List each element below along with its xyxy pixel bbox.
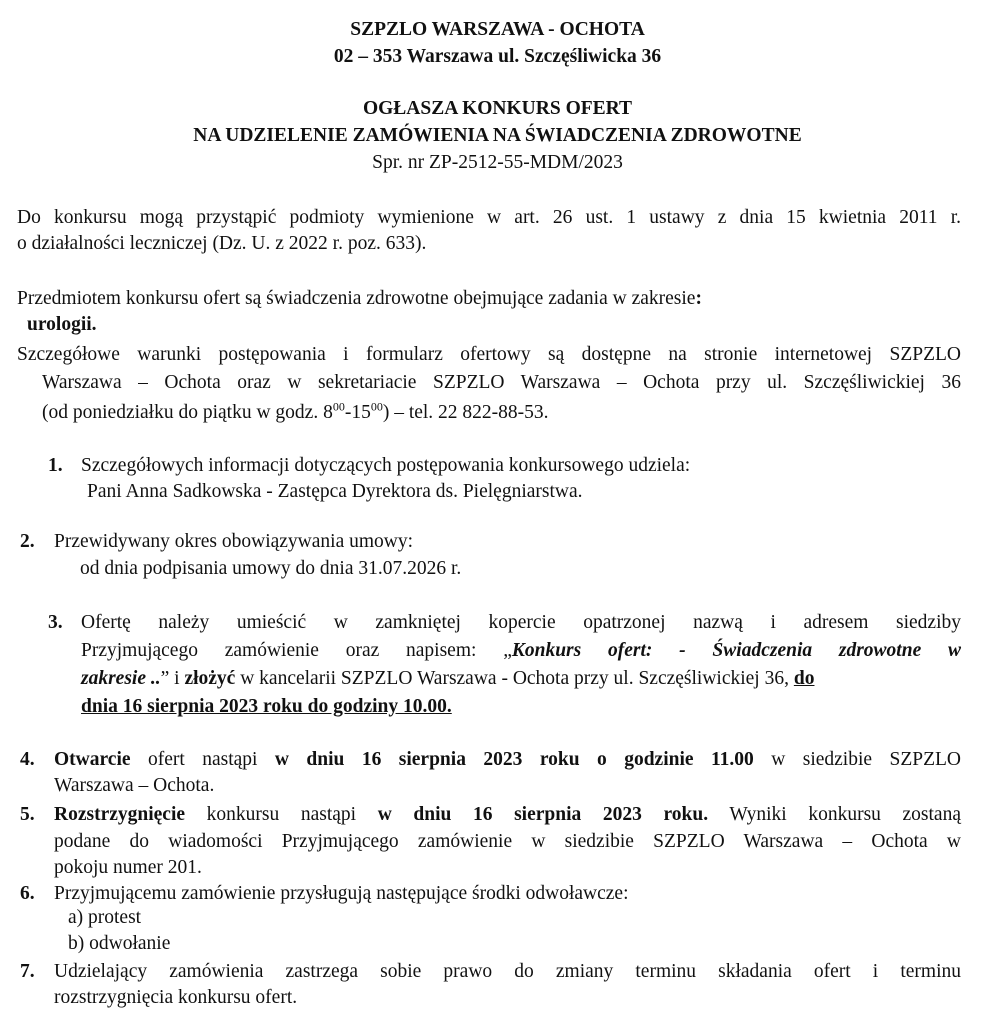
intro-p1-line1: Do konkursu mogą przystąpić podmioty wymienione w art. 26 ust. 1 ustawy z dnia 15 kwietnia 2011 r.	[17, 207, 961, 228]
item4-line1: Otwarcie ofert nastąpi w dniu 16 sierpnia 2023 roku o godzinie 11.00 w siedzibie SZPZLO	[54, 749, 961, 770]
item3-line1: Ofertę należy umieścić w zamkniętej kopercie opatrzonej nazwą i adresem siedziby	[81, 612, 961, 633]
item6-option-b: b) odwołanie	[68, 933, 171, 954]
intro-p3-line2: Warszawa – Ochota oraz w sekretariacie SZPZLO Warszawa – Ochota przy ul. Szczęśliwickiej 36	[42, 372, 961, 393]
item5-line3: pokoju numer 201.	[54, 857, 202, 878]
item7-line2: rozstrzygnięcia konkursu ofert.	[54, 987, 298, 1008]
item6-line1: Przyjmującemu zamówienie przysługują następujące środki odwoławcze:	[54, 883, 629, 904]
case-number: Spr. nr ZP-2512-55-MDM/2023	[372, 152, 623, 173]
organization-name: SZPZLO WARSZAWA - OCHOTA	[350, 19, 645, 40]
item3-deadline: dnia 16 sierpnia 2023 roku do godziny 10.00.	[81, 696, 452, 717]
intro-p3-line3: (od poniedziałku do piątku w godz. $8^{00}-15^{00}$) – tel. 22 822-88-53.	[42, 399, 549, 423]
item4-line2: Warszawa – Ochota.	[54, 775, 215, 796]
subject-urologii: urologii.	[27, 314, 97, 335]
item3-line3: zakresie ..” i złożyć w kancelarii SZPZLO Warszawa - Ochota przy ul. Szczęśliwickiej 36, do	[81, 668, 815, 689]
intro-p3-line1: Szczegółowe warunki postępowania i formularz ofertowy są dostępne na stronie internetowej SZPZLO	[17, 344, 961, 365]
announcement-title-line2: NA UDZIELENIE ZAMÓWIENIA NA ŚWIADCZENIA ZDROWOTNE	[193, 125, 802, 146]
item2-line2: od dnia podpisania umowy do dnia 31.07.2026 r.	[80, 558, 462, 579]
announcement-title-line1: OGŁASZA KONKURS OFERT	[362, 98, 633, 119]
item7-number: 7.	[20, 961, 35, 982]
item5-line2: podane do wiadomości Przyjmującego zamówienie w siedzibie SZPZLO Warszawa – Ochota w	[54, 831, 961, 852]
item6-option-a: a) protest	[68, 907, 142, 928]
item6-number: 6.	[20, 883, 35, 904]
item2-line1: Przewidywany okres obowiązywania umowy:	[54, 531, 414, 552]
intro-p1-line2: o działalności leczniczej (Dz. U. z 2022 r. poz. 633).	[17, 233, 427, 254]
item3-number: 3.	[48, 612, 63, 633]
item7-line1: Udzielający zamówienia zastrzega sobie prawo do zmiany terminu składania ofert i terminu	[54, 961, 961, 982]
intro-p2-line1: Przedmiotem konkursu ofert są świadczenia zdrowotne obejmujące zadania w zakresie:	[17, 288, 702, 309]
item1-line2: Pani Anna Sadkowska - Zastępca Dyrektora ds. Pielęgniarstwa.	[87, 481, 583, 502]
item1-line1: Szczegółowych informacji dotyczących postępowania konkursowego udziela:	[81, 455, 691, 476]
item1-number: 1.	[48, 455, 63, 476]
item4-number: 4.	[20, 749, 35, 770]
item5-number: 5.	[20, 804, 35, 825]
item3-line2: Przyjmującego zamówienie oraz napisem: „Konkurs ofert: - Świadczenia zdrowotne w	[81, 640, 962, 661]
organization-address: 02 – 353 Warszawa ul. Szczęśliwicka 36	[333, 46, 662, 67]
item2-number: 2.	[20, 531, 35, 552]
item5-line1: Rozstrzygnięcie konkursu nastąpi w dniu 16 sierpnia 2023 roku. Wyniki konkursu zostaną	[54, 804, 961, 825]
